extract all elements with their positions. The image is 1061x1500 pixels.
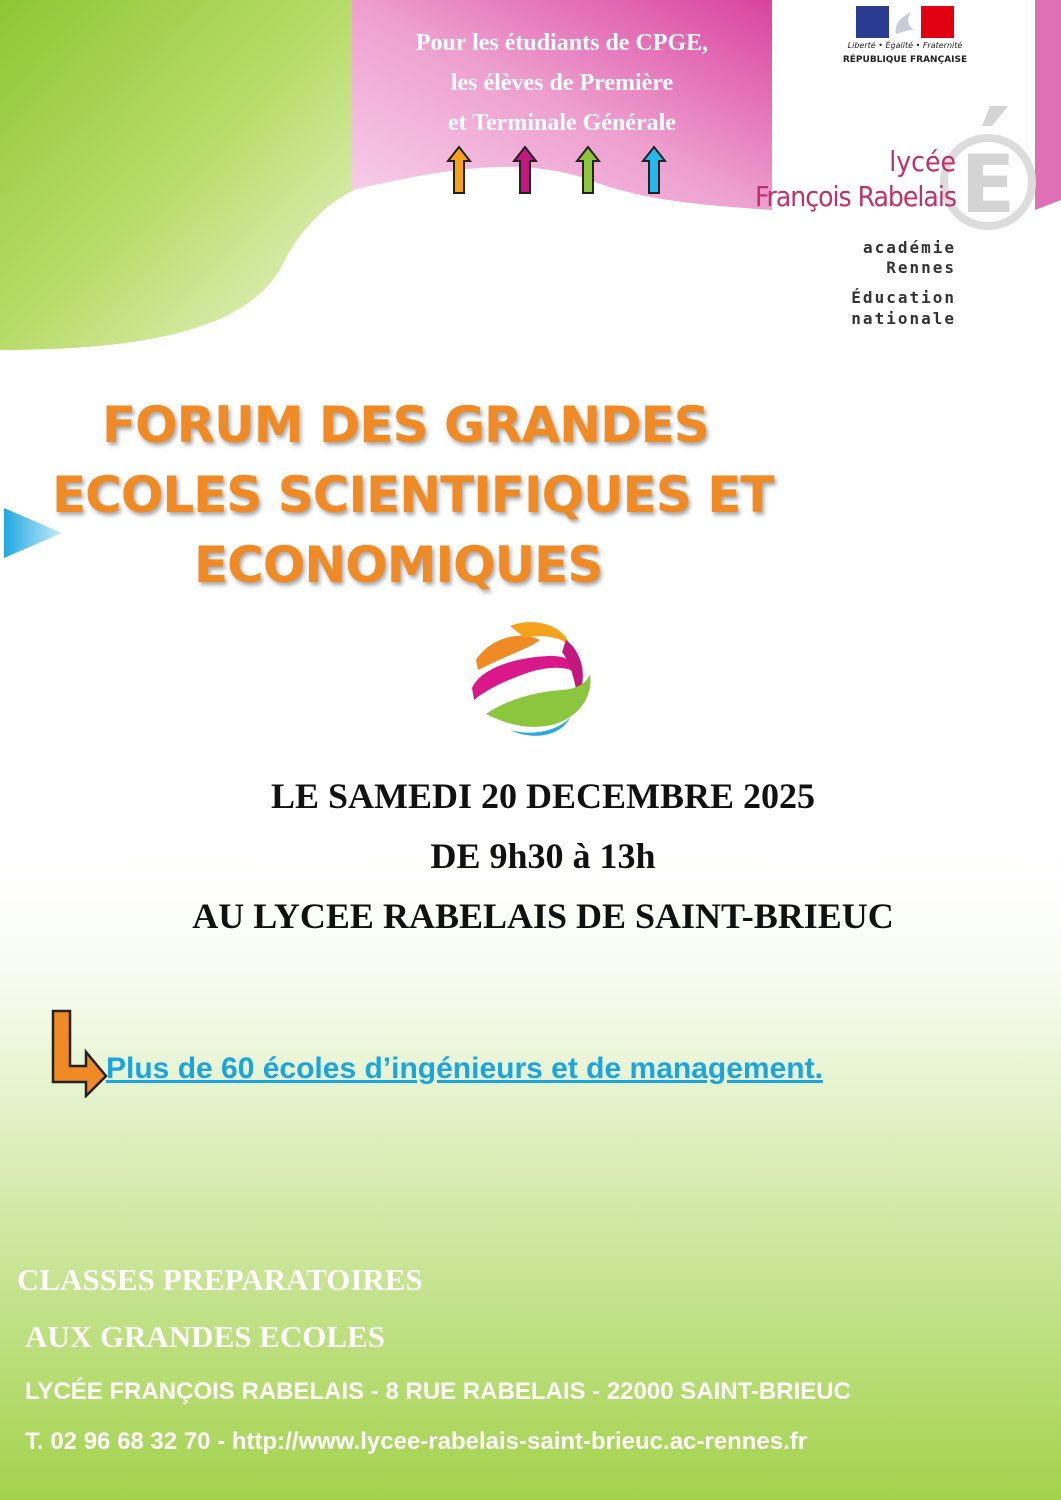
- education-label: Éducation: [851, 288, 956, 307]
- banner-line-3: et Terminale Générale: [448, 110, 676, 136]
- title-line-2: ECOLES SCIENTIFIQUES ET: [52, 466, 774, 524]
- footer-grandes-ecoles: AUX GRANDES ECOLES: [25, 1319, 386, 1354]
- academie-city: Rennes: [886, 258, 956, 277]
- republique-name: RÉPUBLIQUE FRANÇAISE: [842, 55, 968, 65]
- footer-address: LYCÉE FRANÇOIS RABELAIS - 8 RUE RABELAIS - 22000 SAINT-BRIEUC: [25, 1378, 851, 1405]
- footer-contact[interactable]: T. 02 96 68 32 70 - http://www.lycee-rabelais-saint-brieuc.ac-rennes.fr: [25, 1428, 808, 1455]
- republique-motto: Liberté • Égalité • Fraternité: [847, 41, 963, 50]
- republique-flag-logo: [856, 6, 954, 38]
- lycee-name-line1: lycée: [889, 145, 956, 178]
- title-line-3: ECONOMIQUES: [194, 536, 603, 594]
- lycee-name-line2: François Rabelais: [755, 180, 956, 213]
- title-line-1: FORUM DES GRANDES: [102, 396, 709, 454]
- banner-line-1: Pour les étudiants de CPGE,: [415, 30, 709, 56]
- arrow-up-icon-green: [577, 147, 599, 193]
- event-date: LE SAMEDI 20 DECEMBRE 2025: [270, 776, 816, 816]
- academie-label: académie: [862, 238, 956, 257]
- swirl-globe-logo: [470, 618, 598, 740]
- arrow-up-icon-blue: [643, 147, 665, 193]
- arrow-up-icon-magenta: [514, 147, 536, 193]
- schools-count-link[interactable]: Plus de 60 écoles d’ingénieurs et de management.: [106, 1052, 823, 1085]
- event-place: AU LYCEE RABELAIS DE SAINT-BRIEUC: [192, 896, 894, 936]
- nationale-label: nationale: [851, 309, 956, 328]
- footer-classes-prep: CLASSES PREPARATOIRES: [17, 1262, 423, 1297]
- bent-arrow-icon: [48, 1008, 110, 1098]
- svg-text:E: E: [960, 138, 1016, 231]
- event-time: DE 9h30 à 13h: [430, 836, 656, 876]
- arrow-up-icon-orange: [448, 147, 470, 193]
- banner-line-2: les élèves de Première: [450, 70, 674, 96]
- up-arrows-group: [440, 145, 680, 197]
